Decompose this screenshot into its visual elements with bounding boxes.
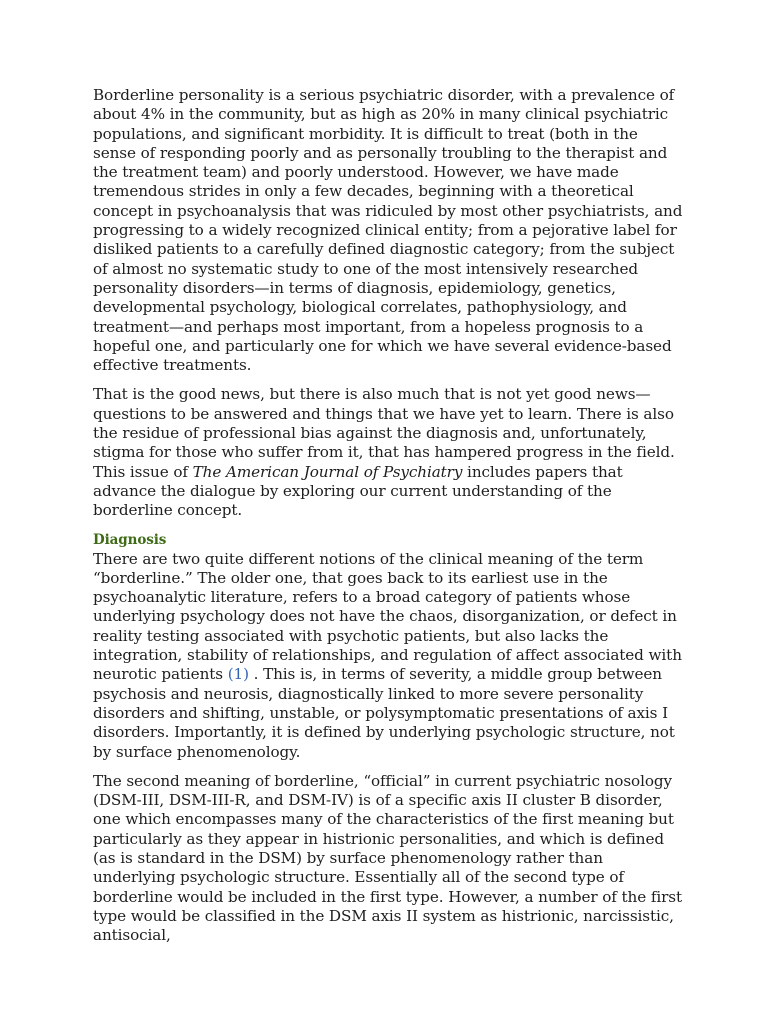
article-body [93, 86, 683, 955]
good-news-text-start: That is the good news, but there is also much that is not yet good news—questions to be answered and things that we have yet to learn. There is also the residue of professional bias against the diagnosis and, unfortunately, stigma for those who suffer from it, that has hampered progress in the field. This issue of [93, 385, 675, 481]
good-news-paragraph [93, 385, 683, 520]
diagnosis-text-end: . This is, in terms of severity, a middle group between psychosis and neurosis, diagnostically linked to more severe personality disorders and shifting, unstable, or polysymptomatic presentations of axis I disorders. Importantly, it is defined by underlying psychologic structure, not by surface phenomenology. [93, 665, 675, 761]
second-meaning-paragraph: The second meaning of borderline, “official” in current psychiatric nosology (DSM-III, DSM-III-R, and DSM-IV) is of a specific axis II cluster B disorder, one which encompasses many of the characteristics of the first meaning but particularly as they appear in histrionic personalities, and which is defined (as is standard in the DSM) by surface phenomenology rather than underlying psychologic structure. Essentially all of the second type of borderline would be included in the first type. However, a number of the first type would be classified in the DSM axis II system as histrionic, narcissistic, antisocial, [93, 771, 682, 945]
section-heading-diagnosis: Diagnosis [93, 531, 167, 548]
journal-title: The American Journal of Psychiatry [192, 462, 463, 481]
diagnosis-paragraph [93, 550, 683, 762]
reference-link-1[interactable]: (1) [227, 665, 249, 684]
good-news-text-end: includes papers that advance the dialogue by exploring our current understanding of the borderline concept. [93, 462, 623, 520]
diagnosis-text-start: There are two quite different notions of the clinical meaning of the term “borderline.” The older one, that goes back to its earliest use in the psychoanalytic literature, refers to a broad category of patients whose underlying psychology does not have the chaos, disorganization, or defect in reality testing associated with psychotic patients, but also lacks the integration, stability of relationships, and regulation of affect associated with neurotic patients [93, 549, 682, 684]
intro-paragraph: Borderline personality is a serious psychiatric disorder, with a prevalence of about 4% in the community, but as high as 20% in many clinical psychiatric populations, and significant morbidity. It is difficult to treat (both in the sense of responding poorly and as personally troubling to the therapist and the treatment team) and poorly understood. However, we have made tremendous strides in only a few decades, beginning with a theoretical concept in psychoanalysis that was ridiculed by most other psychiatrists, and progressing to a widely recognized clinical entity; from a pejorative label for disliked patients to a carefully defined diagnostic category; from the subject of almost no systematic study to one of the most intensively researched personality disorders—in terms of diagnosis, epidemiology, genetics, developmental psychology, biological correlates, pathophysiology, and treatment—and perhaps most important, from a hopeless prognosis to a hopeful one, and particularly one for which we have several evidence-based effective treatments. [93, 86, 683, 375]
